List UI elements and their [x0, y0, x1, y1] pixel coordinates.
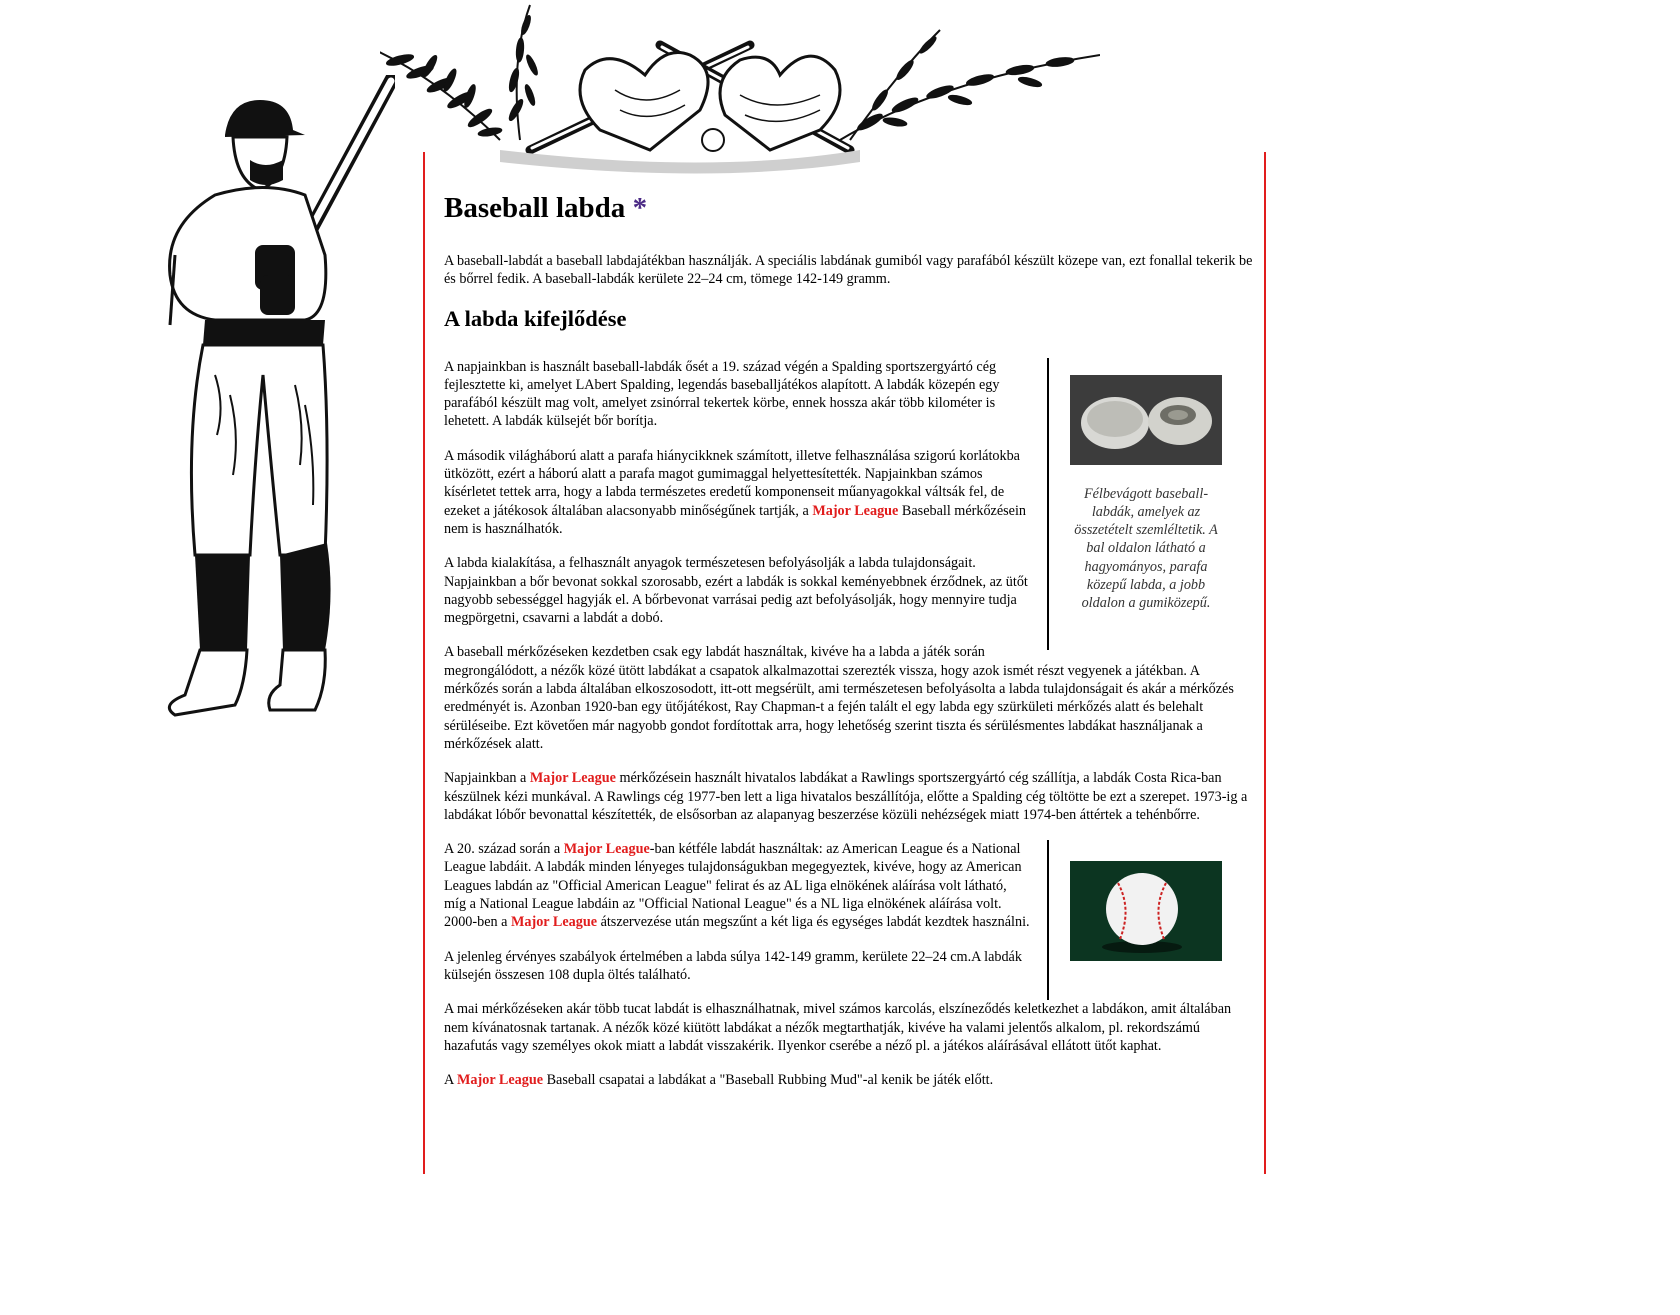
major-league-link[interactable]: Major League: [812, 502, 899, 519]
baseball-player-illustration: [155, 75, 395, 775]
major-league-link[interactable]: Major League: [510, 914, 598, 931]
page-title: Baseball labda *: [444, 192, 648, 224]
paragraph-2: A második világháború alatt a parafa hiánycikknek számított, illetve felhasználása szigorú korlátokba ütközött, ezért a háború alatt a parafa magot gumimaggal helyettesítették. Napjainkban számos kísérletet tettek arra, hogy a labda természetes eredetű komponenseit műanyagokkal váltsák fel, de ezeket a játékosok általában alacsonyabb minőségűnek tartják, a Major League Baseball mérkőzésein nem is használhatók.: [444, 447, 1026, 537]
paragraph-7: A jelenleg érvényes szabályok értelmében a labda súlya 142-149 gramm, kerülete 22–24 cm.A labdák külsején összesen 108 dupla öltés található.: [444, 948, 1022, 983]
paragraph-4: A baseball mérkőzéseken kezdetben csak egy labdát használtak, kivéve ha a labda a játék során megrongálódott, a nézők közé ütött labdákat a csapatok alkalmazottai szerezték vissza, hogy azok ismét részt vegyenek a játékban. A mérkőzés során a labda általában elkoszosodott, itt-ott megsérült, ami természetesen befolyásolta a labda tulajdonságait és akár a mérkőzés eredményét is. Azonban 1920-ban egy ütőjátékost, Ray Chapman-t a fején talált el egy labda egy szürkületi mérkőzés alatt és belehalt sérüléseibe. Ezt követően már nagyobb gondot fordítottak arra, hogy lehetőség szerint tiszta és sérülésmentes labdákat használjanak a mérkőzések alatt.: [444, 644, 1234, 752]
cap-icon: [225, 100, 305, 137]
major-league-link[interactable]: Major League: [529, 770, 616, 787]
laurel-right-icon: [840, 30, 1100, 140]
paragraph-3: A labda kialakítása, a felhasznált anyagok természetesen befolyásolják a labda tulajdonságait. Napjainkban a bőr bevonat sokkal szorosabb, ezért a labdák is sokkal keményebbnek érződnek, az ütőt nagyobb sebességgel hagyják el. A bőrbevonat varrásai pedig azt befolyásolják, hogy mennyire tudja megpörgetni, csavarni a labdát a dobó.: [444, 555, 1028, 627]
baseball-photo: [1070, 861, 1222, 961]
intro-paragraph: A baseball-labdát a baseball labdajátékban használják. A speciális labdának gumiból vagy parafából készült közepe van, ezt fonallal tekerik be és bőrrel fedik. A baseball-labdák kerülete 22–24 cm, tömege 142-149 gramm.: [444, 253, 1253, 288]
paragraph-6: A 20. század során a Major League-ban kétféle labdát használtak: az American League és a National League labdáit. A labdák minden lényeges tulajdonságukban megegyeztek, kivéve, hogy az American Leagues labdán az "Official American League" felirat és az AL liga elnökének aláírása volt látható, míg a National League labdáin az "Official National League" és a NL liga elnökének aláírása volt. 2000-ben a Major League átszervezése után megszűnt a két liga és egységes labdát kezdtek használni.: [444, 841, 1030, 931]
paragraph-1: A napjainkban is használt baseball-labdák ősét a 19. század végén a Spalding sportszergyártó cég fejlesztette ki, amelyet LAbert Spalding, legendás baseballjátékos alapított. A labdák közepén egy parafából készült mag volt, amelyet zsinórral tekertek körbe, ennek hossza akár több kilométer is lehetett. A labdák külsejét bőr borítja.: [444, 358, 1000, 430]
paragraph-8: A mai mérkőzéseken akár több tucat labdát is elhasználhatnak, mivel számos karcolás, elszíneződés keletkezhet a labdákon, amit általában nem kívánatosnak tartanak. A nézők közé kiütött labdákat a nézők megtarthatják, kivéve ha valami jelentős alkalom, pl. rekordszámú hazafutás vagy személyes okok miatt a labdát visszakérik. Ilyenkor cserébe a néző pl. a játékos aláírásával ellátott ütőt kaphat.: [444, 1001, 1232, 1054]
title-footnote-mark[interactable]: *: [632, 192, 648, 224]
article-body: [444, 190, 1254, 1105]
baseball-icon: [702, 129, 724, 151]
cut-balls-image: [1070, 375, 1222, 465]
figure-cut-balls: [1047, 358, 1254, 650]
section-heading: A labda kifejlődése: [444, 305, 627, 331]
paragraph-9: A Major League Baseball csapatai a labdákat a "Baseball Rubbing Mud"-al kenik be játék előtt.: [444, 1072, 994, 1089]
major-league-link[interactable]: Major League: [563, 841, 650, 858]
laurel-left-icon: [380, 5, 539, 140]
paragraph-5: Napjainkban a Major League mérkőzésein használt hivatalos labdákat a Rawlings sportszergyártó cég szállítja, a labdák Costa Rica-ban készülnek kézi munkával. A Rawlings cég 1977-ben lett a liga hivatalos beszállítója, előtte a Spalding cég töltötte be ezt a szerepet. 1973-ig a labdákat lóbőr bevonattal készítették, de elsősorban az alapanyag beszerzése közüli nehézségek miatt 1974-ben áttértek a tehénbőrre.: [444, 770, 1248, 823]
figure-baseball: [1047, 840, 1254, 1000]
major-league-link[interactable]: Major League: [457, 1072, 544, 1089]
figure-caption: Félbevágott baseball-labdák, amelyek az összetételt szemléltetik. A bal oldalon látható a hagyományos, parafa közepű labda, a jobb oldalon a gumiközepű.: [1074, 485, 1218, 612]
catcher-glove-left-icon: [580, 53, 708, 151]
